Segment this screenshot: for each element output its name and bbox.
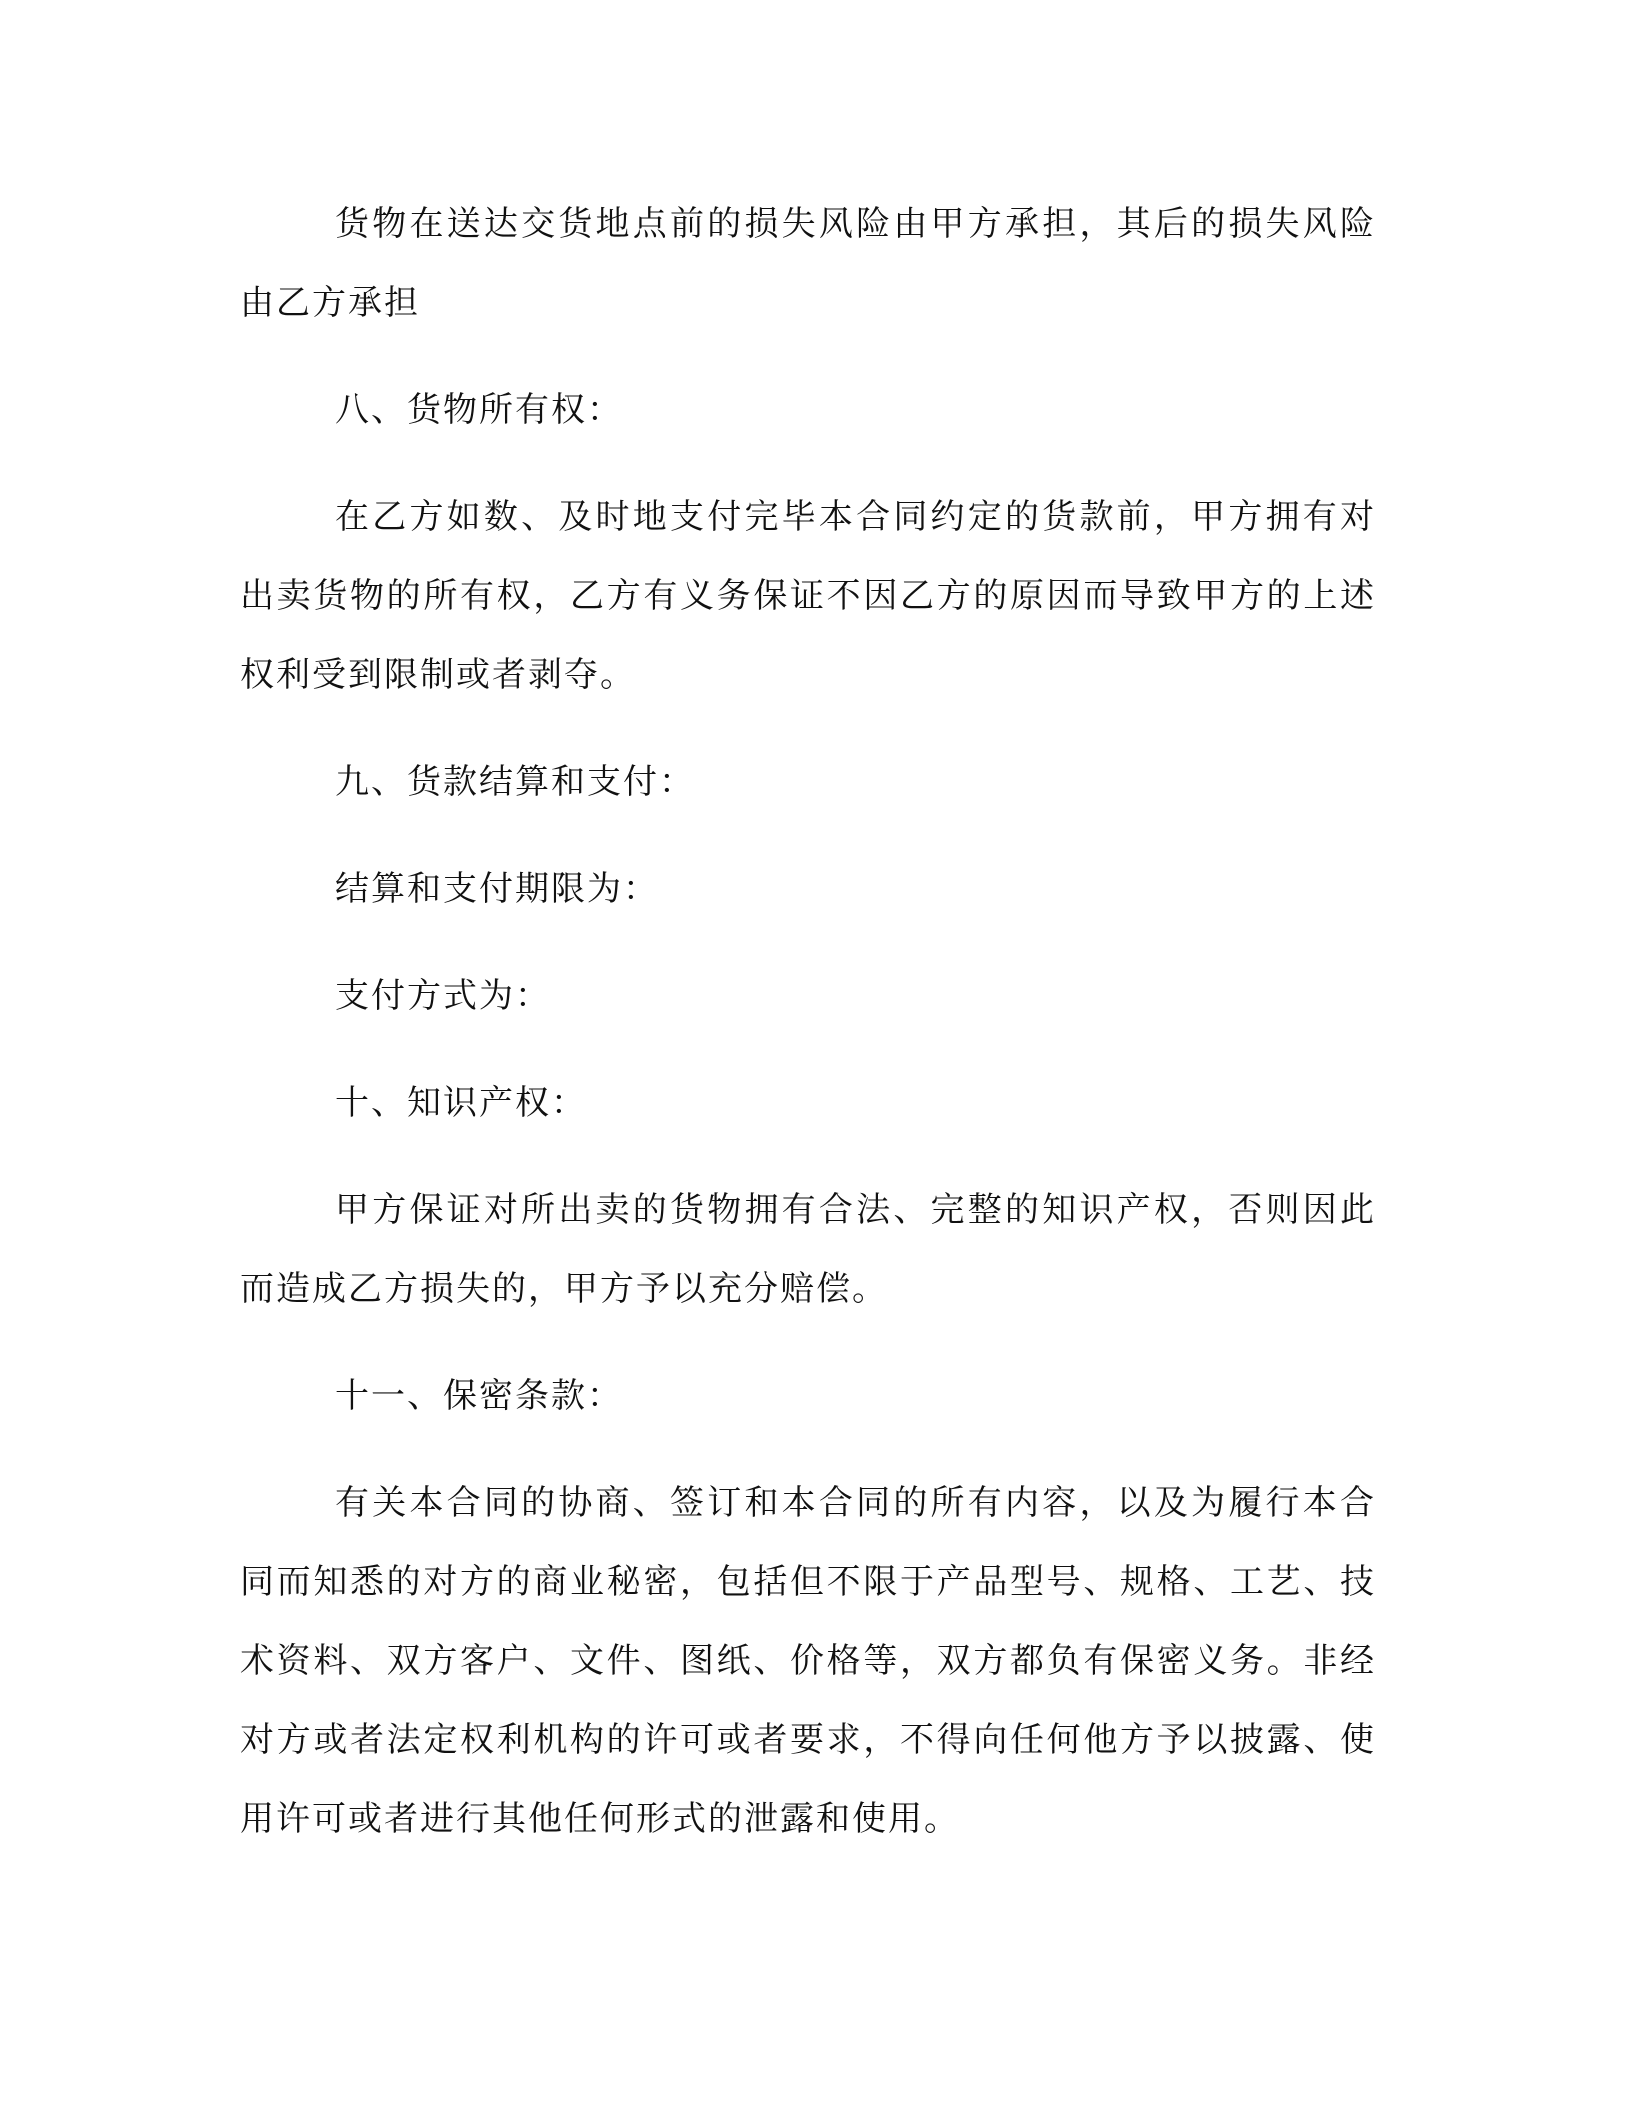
heading-ownership: 八、货物所有权： (335, 390, 623, 430)
heading-intellectual-property: 十、知识产权： (335, 1083, 587, 1123)
paragraph-ownership: 在乙方如数、及时地支付完毕本合同约定的货款前，甲方拥有对出卖货物的所有权，乙方有义务保证不因乙方的原因而导致甲方的上述权利受到限制或者剥夺。 (240, 497, 1376, 695)
paragraph-risk-of-loss: 货物在送达交货地点前的损失风险由甲方承担，其后的损失风险由乙方承担 (240, 204, 1376, 323)
paragraph-confidentiality: 有关本合同的协商、签订和本合同的所有内容，以及为履行本合同而知悉的对方的商业秘密，包括但不限于产品型号、规格、工艺、技术资料、双方客户、文件、图纸、价格等，双方都负有保密义务。非经对方或者法定权利机构的许可或者要求，不得向任何他方予以披露、使用许可或者进行其他任何形式的泄露和使用。 (240, 1483, 1376, 1839)
heading-confidentiality: 十一、保密条款： (335, 1376, 623, 1416)
document-body (240, 185, 1376, 1887)
paragraph-payment-term: 结算和支付期限为： (335, 869, 659, 909)
paragraph-payment-method: 支付方式为： (335, 976, 551, 1016)
paragraph-intellectual-property: 甲方保证对所出卖的货物拥有合法、完整的知识产权，否则因此而造成乙方损失的，甲方予以充分赔偿。 (240, 1190, 1376, 1309)
heading-payment: 九、货款结算和支付： (335, 762, 695, 802)
